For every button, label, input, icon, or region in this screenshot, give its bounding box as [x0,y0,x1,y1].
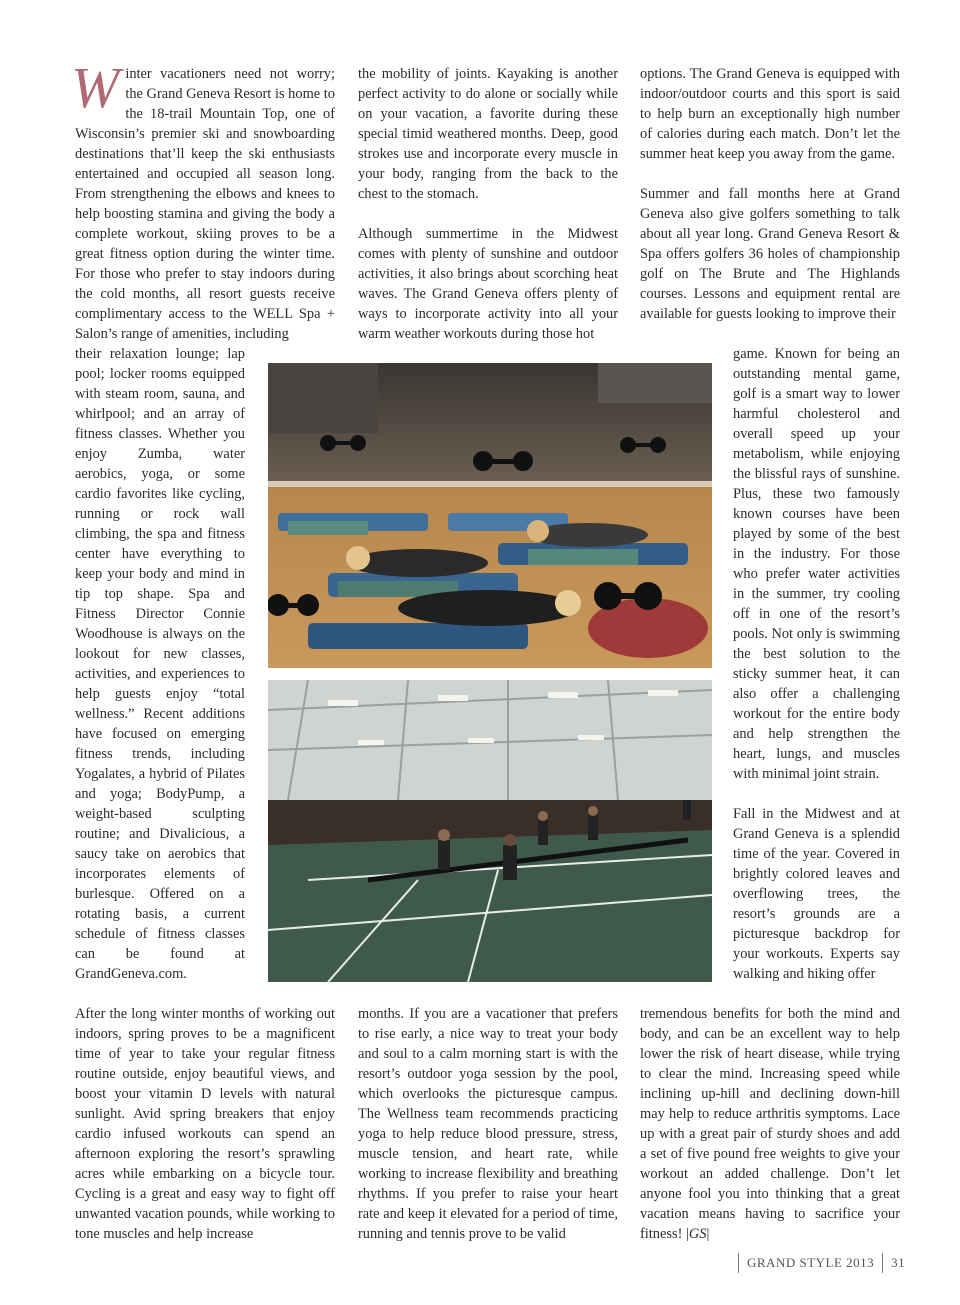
col2-top-paragraph-1: the mobility of joints. Kayaking is another perfect activity to do alone or socially while on your vacation, a favorite during these special timid weathered months. Deep, good strokes use and incorporate every muscle in your body, ranging from the back to the chest to the stomach. [358,66,618,202]
col1-side-text [75,344,245,984]
drop-cap: W [71,55,120,120]
col3-side-paragraph-2: Fall in the Midwest and at Grand Geneva is a splendid time of the year. Covered in brightly colored leaves and overflowing trees, the resort’s grounds are a picturesque backdrop for your workouts. Experts say walking and hiking offer [733,806,900,982]
col3-bottom-paragraph: tremendous benefits for both the mind and body, and can be an excellent way to help lower the risk of heart disease, while trying to clear the mind. Increasing speed while inclining up-hill and declining down-hill may help to reduce arthritis symptoms. Lace up with a great pair of sturdy shoes and add a set of five pound free weights to give your workout an added challenge. Don’t let anyone fool you into thinking that a great vacation means having to sacrifice your fitness! [640,1006,900,1242]
col1-top-paragraph: inter vacationers need not worry; the Grand Geneva Resort is home to the 18-trail Mountain Top, one of Wisconsin’s premier ski and snowboarding destinations that’ll keep the ski enthusiasts entertained and occupied all season long. From strengthening the elbows and knees to help boosting stamina and giving the body a complete workout, skiing proves to be a great fitness option during the winter time. For those who prefer to stay indoors during the cold months, all resort guests receive complimentary access to the WELL Spa + Salon’s range of amenities, including [75,66,335,342]
col3-top-paragraph-1: options. The Grand Geneva is equipped with indoor/outdoor courts and this sport is said to help burn an exceptionally high number of calories during each match. Don’t let the summer heat keep you away from the game. [640,66,900,162]
col3-top-paragraph-2: Summer and fall months here at Grand Geneva also give golfers something to talk about all year long. Grand Geneva Resort & Spa offers golfers 36 holes of championship golf on The Brute and The Highlands courses. Lessons and equipment rental are available for guests looking to improve their [640,186,900,322]
footer-divider-right [882,1253,883,1273]
publication-name: GRAND STYLE 2013 [747,1255,875,1270]
col3-side-paragraph-1: game. Known for being an outstanding mental game, golf is a smart way to lower harmful cholesterol and overall speed up your metabolism, while enjoying the blissful rays of sunshine. Plus, these two famously known courses have been played by some of the best in the industry. For those who prefer water activities in the summer, try cooling off in one of the resort’s pools. Not only is swimming the best solution to the sticky summer heat, it can also offer a challenging workout for the entire body and help strengthen the heart, lungs, and muscles with minimal joint strain. [733,346,900,782]
fitness-class-photo [268,363,712,668]
col1-top-text [71,55,335,344]
signoff-initials: GS [688,1226,707,1242]
col1-side-paragraph: their relaxation lounge; lap pool; locker rooms equipped with steam room, sauna, and whirlpool; and an array of fitness classes. Whether you enjoy Zumba, water aerobics, yoga, or some cardio favorites like cycling, running or rock wall climbing, the spa and fitness center have everything to keep your body and mind in tip top shape. Spa and Fitness Director Connie Woodhouse is always on the lookout for new classes, activities, and experiences to help guests enjoy “total wellness.” Recent additions have focused on emerging fitness trends, including Yogalates, a hybrid of Pilates and yoga; BodyPump, a weight-based sculpting routine; and Divalicious, a saucy take on aerobics that incorporates elements of burlesque. Offered on a rotating basis, a current schedule of fitness classes can be found at GrandGeneva.com. [75,346,245,982]
page-number: 31 [891,1255,906,1270]
col2-bottom-text [358,1004,618,1244]
page-footer [730,1252,905,1274]
tennis-court-photo [268,680,712,982]
col2-top-paragraph-2: Although summertime in the Midwest comes with plenty of sunshine and outdoor activities, it also brings about scorching heat waves. The Grand Geneva offers plenty of ways to incorporate activity into all your warm weather workouts during those hot [358,226,618,342]
footer-divider-left [738,1253,739,1273]
col1-bottom-text [75,1004,335,1244]
col2-bottom-paragraph: months. If you are a vacationer that prefers to rise early, a nice way to treat your body and soul to a calm morning start is with the resort’s outdoor yoga session by the pool, which overlooks the picturesque campus. The Wellness team recommends practicing yoga to help reduce blood pressure, stress, muscle tension, and heart rate, while working to increase flexibility and breathing rhythms. If you prefer to raise your heart rate and keep it elevated for a period of time, running and tennis prove to be valid [358,1006,618,1242]
col2-top-text [358,64,618,344]
col3-top-text [640,64,900,324]
col1-bottom-paragraph: After the long winter months of working out indoors, spring proves to be a magnificent time of year to take your regular fitness routine outside, enjoy beautiful views, and boost your vitamin D levels with natural sunlight. Avid spring breakers that enjoy cardio infused workouts can spend an afternoon exploring the resort’s sprawling acres while embarking on a bicycle tour. Cycling is a great and easy way to fight off unwanted vacation pounds, while working to tone muscles and help increase [75,1006,335,1242]
col3-bottom-text [640,1004,900,1244]
col3-side-text [733,344,900,984]
signoff: |GS| [685,1226,710,1242]
